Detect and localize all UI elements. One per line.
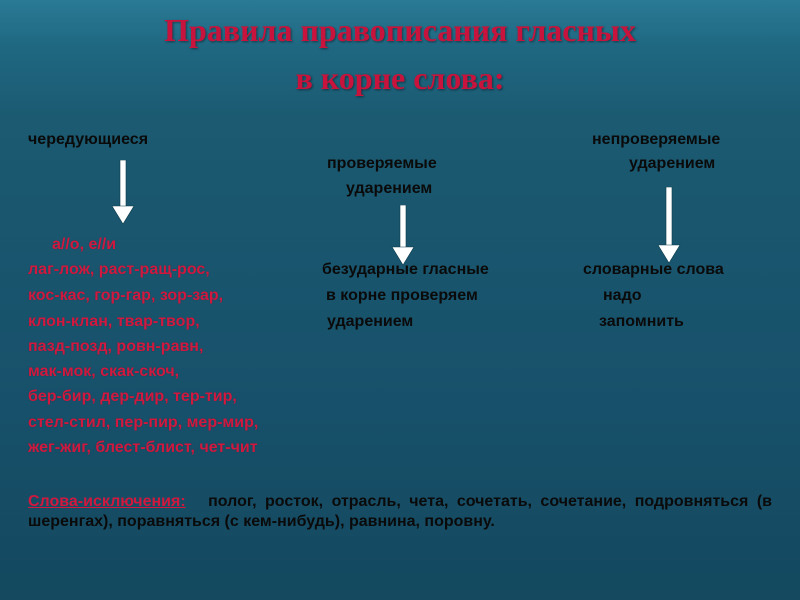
unchecked-body-line3: запомнить (599, 313, 684, 330)
root-row: стел-стил, пер-пир, мер-мир, (28, 414, 259, 431)
alternating-header: чередующиеся (28, 131, 149, 148)
checked-header-line2: ударением (346, 180, 433, 197)
unchecked-body-line1: словарные слова (583, 261, 724, 278)
unchecked-body-line2: надо (603, 287, 642, 304)
alternation-pair-label: а//о, е//и (52, 236, 117, 253)
arrow-down-icon (656, 187, 682, 265)
arrow-down-icon (110, 160, 136, 226)
exceptions-text: полог, росток, отрасль, чета, сочетать, сочетание, подровняться (в шеренгах), поравняться (с кем-нибудь), равнина, поровну. (28, 493, 772, 530)
arrow-down-icon (391, 205, 415, 267)
root-row: кос-кас, гор-гар, зор-зар, (28, 287, 224, 304)
root-row: пазд-позд, ровн-равн, (28, 338, 204, 355)
root-row: жег-жиг, блест-блист, чет-чит (28, 439, 258, 456)
slide-title-line1: Правила правописания гласных (164, 12, 636, 48)
unchecked-header-line2: ударением (629, 155, 716, 172)
root-row: бер-бир, дер-дир, тер-тир, (28, 388, 237, 405)
checked-header-line1: проверяемые (327, 155, 437, 172)
checked-body-line3: ударением (327, 313, 414, 330)
root-row: мак-мок, скак-скоч, (28, 363, 180, 380)
checked-body-line1: безударные гласные (322, 261, 489, 278)
checked-body-line2: в корне проверяем (326, 287, 478, 304)
root-row: лаг-лож, раст-ращ-рос, (28, 261, 210, 278)
slide-title-line2: в корне слова: (295, 60, 505, 96)
exceptions-label: Слова-исключения: (28, 493, 186, 510)
root-row: клон-клан, твар-твор, (28, 313, 200, 330)
unchecked-header-line1: непроверяемые (592, 131, 721, 148)
exceptions-paragraph (28, 492, 772, 532)
